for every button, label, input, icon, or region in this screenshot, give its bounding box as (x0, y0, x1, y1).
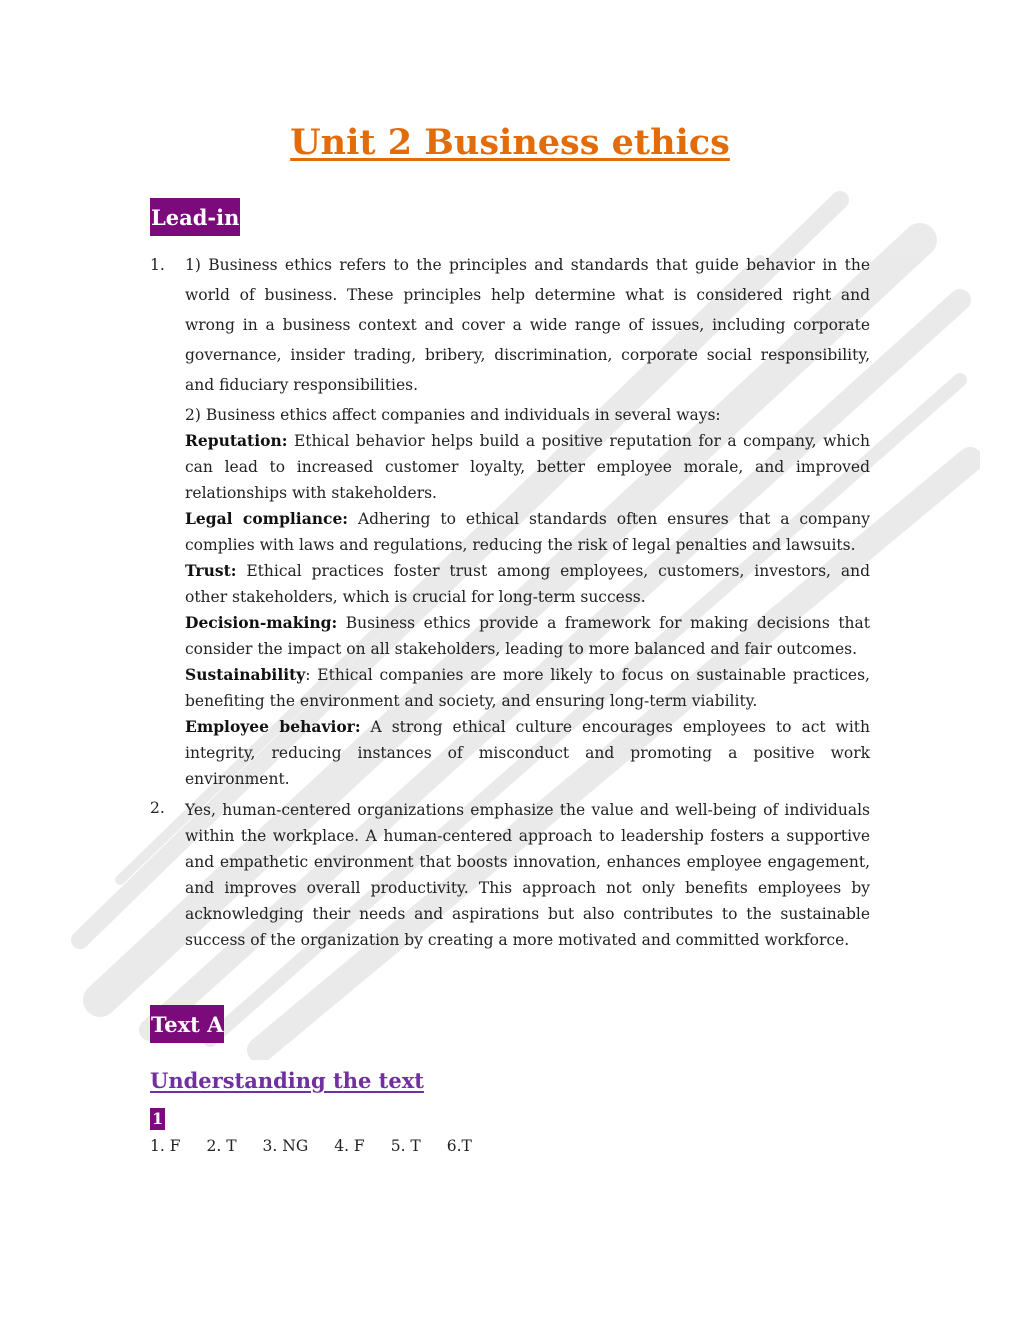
point-term: Decision-making: (185, 613, 338, 632)
point-text: Ethical behavior helps build a positive reputation for a company, which can lead to increased customer loyalty, better employee morale, and improved relationships with stakeholders. (185, 432, 870, 502)
subheading-understanding-the-text: Understanding the text (150, 1068, 424, 1093)
point-reputation (185, 428, 870, 506)
point-term: Sustainability (185, 665, 306, 684)
page-title: Unit 2 Business ethics (290, 122, 730, 163)
point-text: Adhering to ethical standards often ensures that a company complies with laws and regulations, reducing the risk of legal penalties and lawsuits. (185, 510, 870, 554)
lead-in-answer-1-part-1: 1) Business ethics refers to the principles and standards that guide behavior in the world of business. These principles help determine what is considered right and wrong in a business context and cover a wide range of issues, including corporate governance, insider trading, bribery, discrimination, corporate social responsibility, and fiduciary responsibilities. (185, 256, 870, 394)
answer-item: 4. F (334, 1137, 365, 1155)
point-term: Reputation: (185, 431, 288, 450)
lead-in-answer-2: Yes, human-centered organizations emphasize the value and well-being of individuals within the workplace. A human-centered approach to leadership fosters a supportive and empathetic environment that boosts innovation, enhances employee engagement, and improves overall productivity. This approach not only benefits employees by acknowledging their needs and aspirations but also contributes to the sustainable success of the organization by creating a more motivated and committed workforce. (185, 801, 870, 949)
lead-in-answer-1-part-2 (185, 402, 870, 792)
answer-item: 5. T (390, 1137, 421, 1155)
point-legal-compliance (185, 506, 870, 558)
point-text: Business ethics provide a framework for making decisions that consider the impact on all stakeholders, leading to more balanced and fair outcomes. (185, 614, 870, 658)
point-text: A strong ethical culture encourages employees to act with integrity, reducing instances of misconduct and promoting a positive work environment. (185, 718, 870, 788)
point-text: Ethical practices foster trust among employees, customers, investors, and other stakeholders, which is crucial for long-term success. (185, 562, 870, 606)
item-number-2: 2. (150, 799, 165, 817)
section-label-lead-in: Lead-in (150, 198, 240, 236)
point-sustainability (185, 662, 870, 714)
answer-item: 6.T (446, 1137, 472, 1155)
part-2-intro: 2) Business ethics affect companies and individuals in several ways: (185, 406, 721, 424)
answer-item: 1. F (150, 1137, 181, 1155)
point-term: Trust: (185, 561, 237, 580)
answer-item: 3. NG (262, 1137, 309, 1155)
item-number-1: 1. (150, 256, 165, 274)
point-term: Employee behavior: (185, 717, 361, 736)
point-term: Legal compliance: (185, 509, 349, 528)
answer-item: 2. T (206, 1137, 237, 1155)
point-text: : Ethical companies are more likely to focus on sustainable practices, benefiting the environment and society, and ensuring long-term viability. (185, 666, 870, 710)
point-trust (185, 558, 870, 610)
answer-list (150, 1137, 498, 1155)
point-employee-behavior (185, 714, 870, 792)
point-decision-making (185, 610, 870, 662)
exercise-number: 1 (152, 1109, 164, 1128)
section-label-text-a: Text A (150, 1005, 224, 1043)
